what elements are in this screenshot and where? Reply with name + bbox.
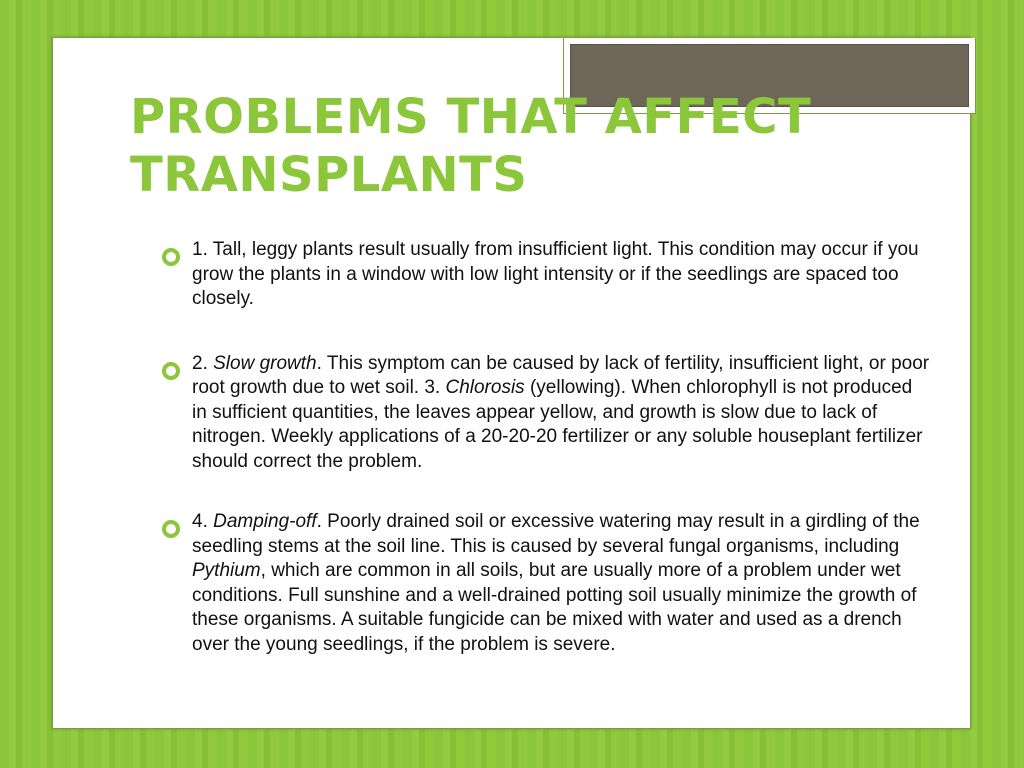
circle-bullet-icon	[162, 520, 180, 538]
slide-title: PROBLEMS THAT AFFECT TRANSPLANTS	[130, 89, 812, 203]
bullet-item-3	[160, 510, 930, 657]
bullet-item-2	[160, 352, 930, 475]
bullet-prefix: 2.	[192, 352, 214, 374]
bullet-text: (yellowing). When chlorophyll is not produced in sufficient quantities, the leaves appear yellow, and growth is slow due to lack of nitrogen. Weekly applications of a 20-20-20 fertilizer or any soluble houseplant fertilizer should correct the problem.	[192, 377, 923, 472]
bullet-text: 1. Tall, leggy plants result usually from insufficient light. This condition may occur if you grow the plants in a window with low light intensity or if the seedlings are spaced too closely.	[192, 239, 919, 309]
bullet-list	[160, 238, 930, 687]
circle-bullet-icon	[162, 248, 180, 266]
bullet-text: , which are common in all soils, but are usually more of a problem under wet conditions. Full sunshine and a well-drained potting soil usually minimize the growth of these organisms. A suitable fungicide can be mixed with water and used as a drench over the young seedlings, if the problem is severe.	[192, 560, 917, 655]
bullet-text: . Poorly drained soil or excessive watering may result in a girdling of the seedling stems at the soil line. This is caused by several fungal organisms, including	[192, 511, 920, 557]
circle-bullet-icon	[162, 362, 180, 380]
bullet-term: Damping-off	[213, 511, 317, 532]
bullet-term: Chlorosis	[445, 377, 525, 398]
bullet-item-1	[160, 238, 930, 312]
bullet-text: . This symptom can be caused by lack of fertility, insufficient light, or poor root growth due to wet soil. 3.	[192, 352, 930, 398]
bullet-prefix: 4.	[192, 511, 214, 532]
bullet-term: Slow growth	[213, 352, 317, 374]
bullet-term: Pythium	[192, 560, 261, 581]
